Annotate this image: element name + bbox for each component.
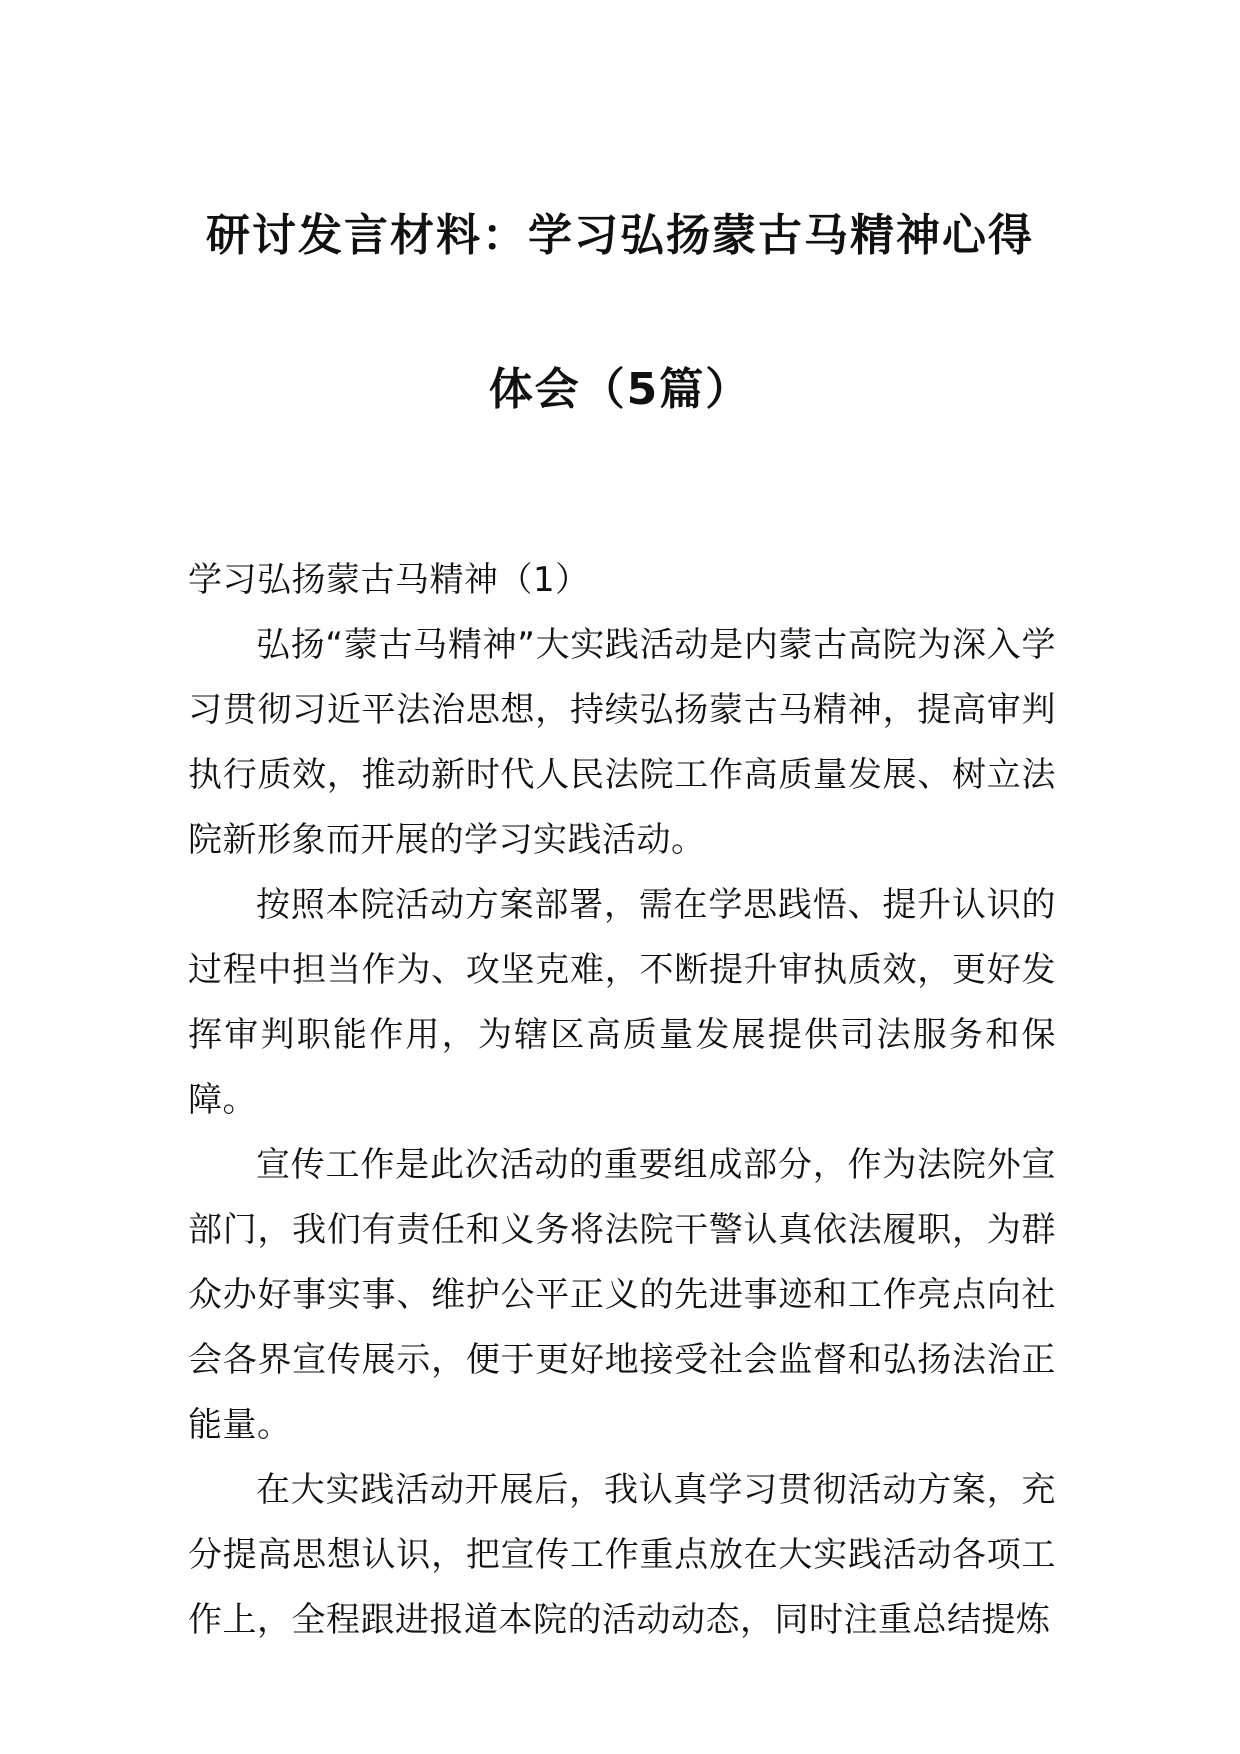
document-title-line-2: 体会（5篇）	[488, 364, 752, 415]
document-body	[188, 548, 1056, 1653]
body-paragraph-4: 在大实践活动开展后，我认真学习贯彻活动方案，充分提高思想认识，把宣传工作重点放在大实践活动各项工作上，全程跟进报道本院的活动动态，同时注重总结提炼	[188, 1470, 1056, 1640]
section-heading: 学习弘扬蒙古马精神（1）	[188, 560, 590, 600]
document-title-line-1: 研讨发言材料：学习弘扬蒙古马精神心得	[206, 210, 1034, 261]
body-paragraph-2: 按照本院活动方案部署，需在学思践悟、提升认识的过程中担当作为、攻坚克难，不断提升审执质效，更好发挥审判职能作用，为辖区高质量发展提供司法服务和保障。	[188, 885, 1056, 1120]
body-paragraph-3: 宣传工作是此次活动的重要组成部分，作为法院外宣部门，我们有责任和义务将法院干警认真依法履职，为群众办好事实事、维护公平正义的先进事迹和工作亮点向社会各界宣传展示，便于更好地接受社会监督和弘扬法治正能量。	[188, 1145, 1056, 1445]
body-paragraph-1: 弘扬“蒙古马精神”大实践活动是内蒙古高院为深入学习贯彻习近平法治思想，持续弘扬蒙古马精神，提高审判执行质效，推动新时代人民法院工作高质量发展、树立法院新形象而开展的学习实践活动。	[188, 625, 1056, 860]
